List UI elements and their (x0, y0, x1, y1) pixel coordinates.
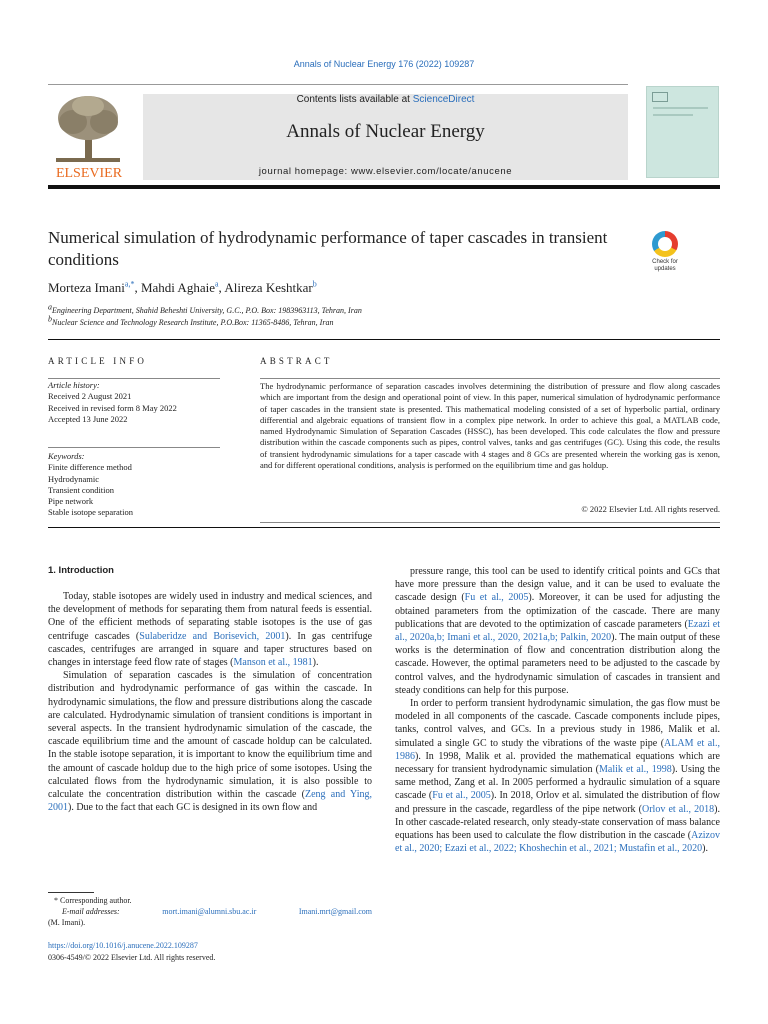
abstract-rule (260, 378, 720, 379)
author-list (48, 280, 317, 296)
author-name: Alireza Keshtkar (224, 280, 313, 295)
elsevier-logo (48, 92, 130, 180)
body-text: Simulation of separation cascades is the simulation of concentration distribution and hydrodynamic performance of gas within the cascade. In hydrodynamic simulations, the flow and pressure distributions along the cascade are calculated. Hydrodynamic simulation of transient conditions is important in several aspects. In the transient hydrodynamic simulation of the cascade, the cascade equilibrium time and the amount of cascade holdup can be calculated. In the stable isotope separation, it is important to know the equilibrium time and the amount of cascade holdup due to the high price of some isotopes. Using the calculated flows from the hydrodynamic simulation, it is also possible to calculate the concentration distribution within the cascade ( (48, 670, 372, 801)
history-item: Received in revised form 8 May 2022 (48, 402, 177, 413)
body-text: Today, stable isotopes are widely used in industry and medical sciences, and the development of methods for separating them from natural feeds is essential. One of the efficient methods of separating stable isotopes is the use of gas centrifuge cascades ( (48, 591, 372, 642)
citation-link[interactable]: Azizov et al., 2020; Ezazi et al., 2022; Khoshechin et al., 2021; Mustafin et al., 2020 (395, 830, 720, 855)
author-name: Mahdi Aghaie (140, 280, 215, 295)
cover-subtitle-line (653, 114, 693, 116)
keyword: Pipe network (48, 496, 94, 507)
citation-link[interactable]: Sulaberidze and Borisevich, 2001 (139, 630, 286, 642)
body-paragraph (48, 590, 372, 669)
body-paragraph (395, 565, 720, 697)
article-info-rule (48, 447, 220, 448)
author-separator: , (218, 280, 225, 295)
citation-link[interactable]: Manson et al., 1981 (233, 657, 313, 669)
email-link[interactable]: mort.imani@alumni.sbu.ac.ir (162, 907, 257, 916)
keyword: Finite difference method (48, 462, 132, 473)
history-item: Received 2 August 2021 (48, 391, 132, 402)
cover-title-line (653, 107, 708, 109)
contents-prefix: Contents lists available at (296, 94, 413, 105)
history-label: Article history: (48, 380, 100, 390)
article-info-heading: ARTICLE INFO (48, 356, 148, 366)
body-text: ). Moreover, it can be used for adjusting the obtained parameters from the optimization of the cascade. There are many publications that are devoted to the optimization of cascade parameters ( (395, 592, 720, 630)
body-text: ). In gas centrifuge cascades, centrifuges are arranged in square and taper structures based on changes in interstage feed flow rate of stages ( (48, 630, 373, 669)
author-affiliation-mark[interactable]: b (312, 279, 317, 289)
header-rule-top (48, 84, 628, 85)
body-text: In order to perform transient hydrodynamic simulation, the gas flow must be modeled in all components of the cascade. Cascade components include pipes, tanks, control valves, and GCs. In a previous study in 1986, Malik et al. simulated a single GC to study the vibrations of the waste pipe ( (395, 698, 720, 749)
footnote (48, 895, 372, 928)
elsevier-wordmark: ELSEVIER (55, 166, 123, 180)
contents-line (143, 94, 628, 105)
affiliation-mark: a (48, 302, 52, 312)
body-text: ). In other cascade-related research, only steady-state conservation of mass balance equations has been used to calculate the flow distribution in the cascade ( (395, 803, 720, 842)
body-text: ). The main output of these works is the determination of flow and concentration distribution along the cascade. However, the optimal parameters need to be adjusted to the cascade by control valves, and the hydrodynamic simulation of cascades in transient and steady conditions can help for this purpose. (395, 632, 720, 696)
affiliation-text: Nuclear Science and Technology Research Institute, P.O.Box: 11365-8486, Tehran, Iran (52, 318, 334, 327)
keyword: Transient condition (48, 484, 115, 495)
citation-link[interactable]: Ezazi et al., 2020a,b; Imani et al., 2020, 2021a,b; Palkin, 2020 (395, 618, 721, 644)
affiliation (48, 302, 362, 315)
crossmark-label: Check for updates (652, 259, 678, 272)
citation-link[interactable]: Malik et al., 1998 (599, 764, 672, 776)
affiliation (48, 314, 334, 327)
journal-cover-thumbnail[interactable] (646, 86, 719, 178)
corresponding-author-note: * Corresponding author. (54, 896, 132, 905)
keywords (48, 451, 220, 519)
body-text: ). (702, 843, 708, 855)
citation-link[interactable]: ALAM et al., 1986 (395, 737, 720, 762)
body-text: ). In 2018, Orlov et al. simulated the distribution of flow and pressure in the cascade, regardless of the pipe network ( (395, 790, 721, 815)
article-history (48, 380, 220, 425)
body-column-right (395, 565, 720, 855)
citation-link[interactable]: Fu et al., 2005 (464, 592, 529, 604)
check-for-updates-badge[interactable] (646, 231, 684, 272)
author-name: Morteza Imani (48, 280, 125, 295)
citation-link[interactable]: Orlov et al., 2018 (642, 803, 715, 815)
abstract-copyright: © 2022 Elsevier Ltd. All rights reserved. (581, 504, 720, 514)
sciencedirect-link[interactable]: ScienceDirect (412, 94, 475, 105)
author-affiliation-mark[interactable]: a (214, 279, 219, 289)
body-paragraph (48, 669, 372, 814)
footnote-rule (48, 892, 94, 893)
crossmark-icon (652, 231, 678, 257)
email-row (48, 906, 372, 917)
keyword: Hydrodynamic (48, 473, 99, 484)
cover-logo-mark (652, 92, 668, 102)
journal-homepage[interactable]: journal homepage: www.elsevier.com/locate/anucene (258, 166, 513, 177)
affiliation-mark: b (48, 314, 52, 324)
doi-link[interactable]: https://doi.org/10.1016/j.anucene.2022.109287 (48, 941, 198, 950)
body-text: ). Using the same method, Zang et al. In 2005 performed a hydraulic simulation of a square cascade ( (395, 764, 720, 802)
author-separator: , (134, 280, 141, 295)
body-text: pressure range, this tool can be used to identify critical points and GCs that have more pressure than the design value, and it can be used to evaluate the cascade design ( (395, 566, 720, 604)
article-title: Numerical simulation of hydrodynamic performance of taper cascades in transient conditions (48, 228, 608, 269)
journal-title: Annals of Nuclear Energy (286, 121, 485, 142)
body-text: ). In 1998, Malik et al. provided the mathematical equations which are necessary for transient hydrodynamic simulation ( (395, 750, 720, 776)
citation-link[interactable]: Fu et al., 2005 (432, 790, 491, 802)
body-column-left (48, 590, 372, 814)
abstract-rule (260, 522, 720, 523)
body-paragraph (395, 697, 720, 855)
article-info-rule (48, 378, 220, 379)
email-link[interactable]: Imani.mrt@gmail.com (298, 907, 372, 916)
keyword: Stable isotope separation (48, 507, 133, 518)
citation-link[interactable]: Zeng and Ying, 2001 (48, 789, 372, 814)
elsevier-tree-icon (48, 92, 130, 180)
affiliation-text: Engineering Department, Shahid Beheshti University, G.C., P.O. Box: 1983963113, Tehran, Iran (52, 306, 362, 315)
body-text: ). (312, 657, 319, 669)
email-owner: (M. Imani). (48, 918, 86, 927)
abstract-heading: ABSTRACT (260, 356, 333, 366)
section-rule (48, 527, 720, 528)
introduction-heading: 1. Introduction (48, 565, 114, 576)
abstract-text: The hydrodynamic performance of separation cascades involves determining the distribution of pressure and flow along cascades which are important from the design and operational point of view. In this paper, numerical simulation of hydrodynamic performance of taper cascades in the transient state is presented. This mathematical modeling consisted of a set of hyperbolic partial, ordinary differential and algebraic equations of transient flow in a complex pipe network. In order to achieve this goal, a MATLAB code, named Hydrodynamic Simulation of Separation Cascades (HSSC), has been developed. This code calculates the flow and pressure distribution within the cascade components such as pipes, control valves, tanks and gas centrifuges (GC). Using this code, the results of transient hydrodynamic simulations for a taper cascade with 4 stages and 8 GCs are presented wherein the working gas is xenon, and for different operational conditions, analysis is performed on the equilibrium time and gas holdup. (260, 381, 720, 471)
body-text: ). Due to the fact that each GC is designed in its own flow and (68, 802, 318, 814)
email-label: E-mail addresses: (62, 907, 120, 916)
section-rule (48, 339, 720, 340)
header-rule-bottom (48, 185, 720, 189)
author-affiliation-mark[interactable]: a,* (124, 279, 135, 289)
issn-line: 0306-4549/© 2022 Elsevier Ltd. All rights reserved. (48, 953, 216, 962)
keywords-label: Keywords: (48, 451, 85, 461)
journal-citation[interactable]: Annals of Nuclear Energy 176 (2022) 109287 (293, 59, 475, 69)
history-item: Accepted 13 June 2022 (48, 413, 128, 424)
